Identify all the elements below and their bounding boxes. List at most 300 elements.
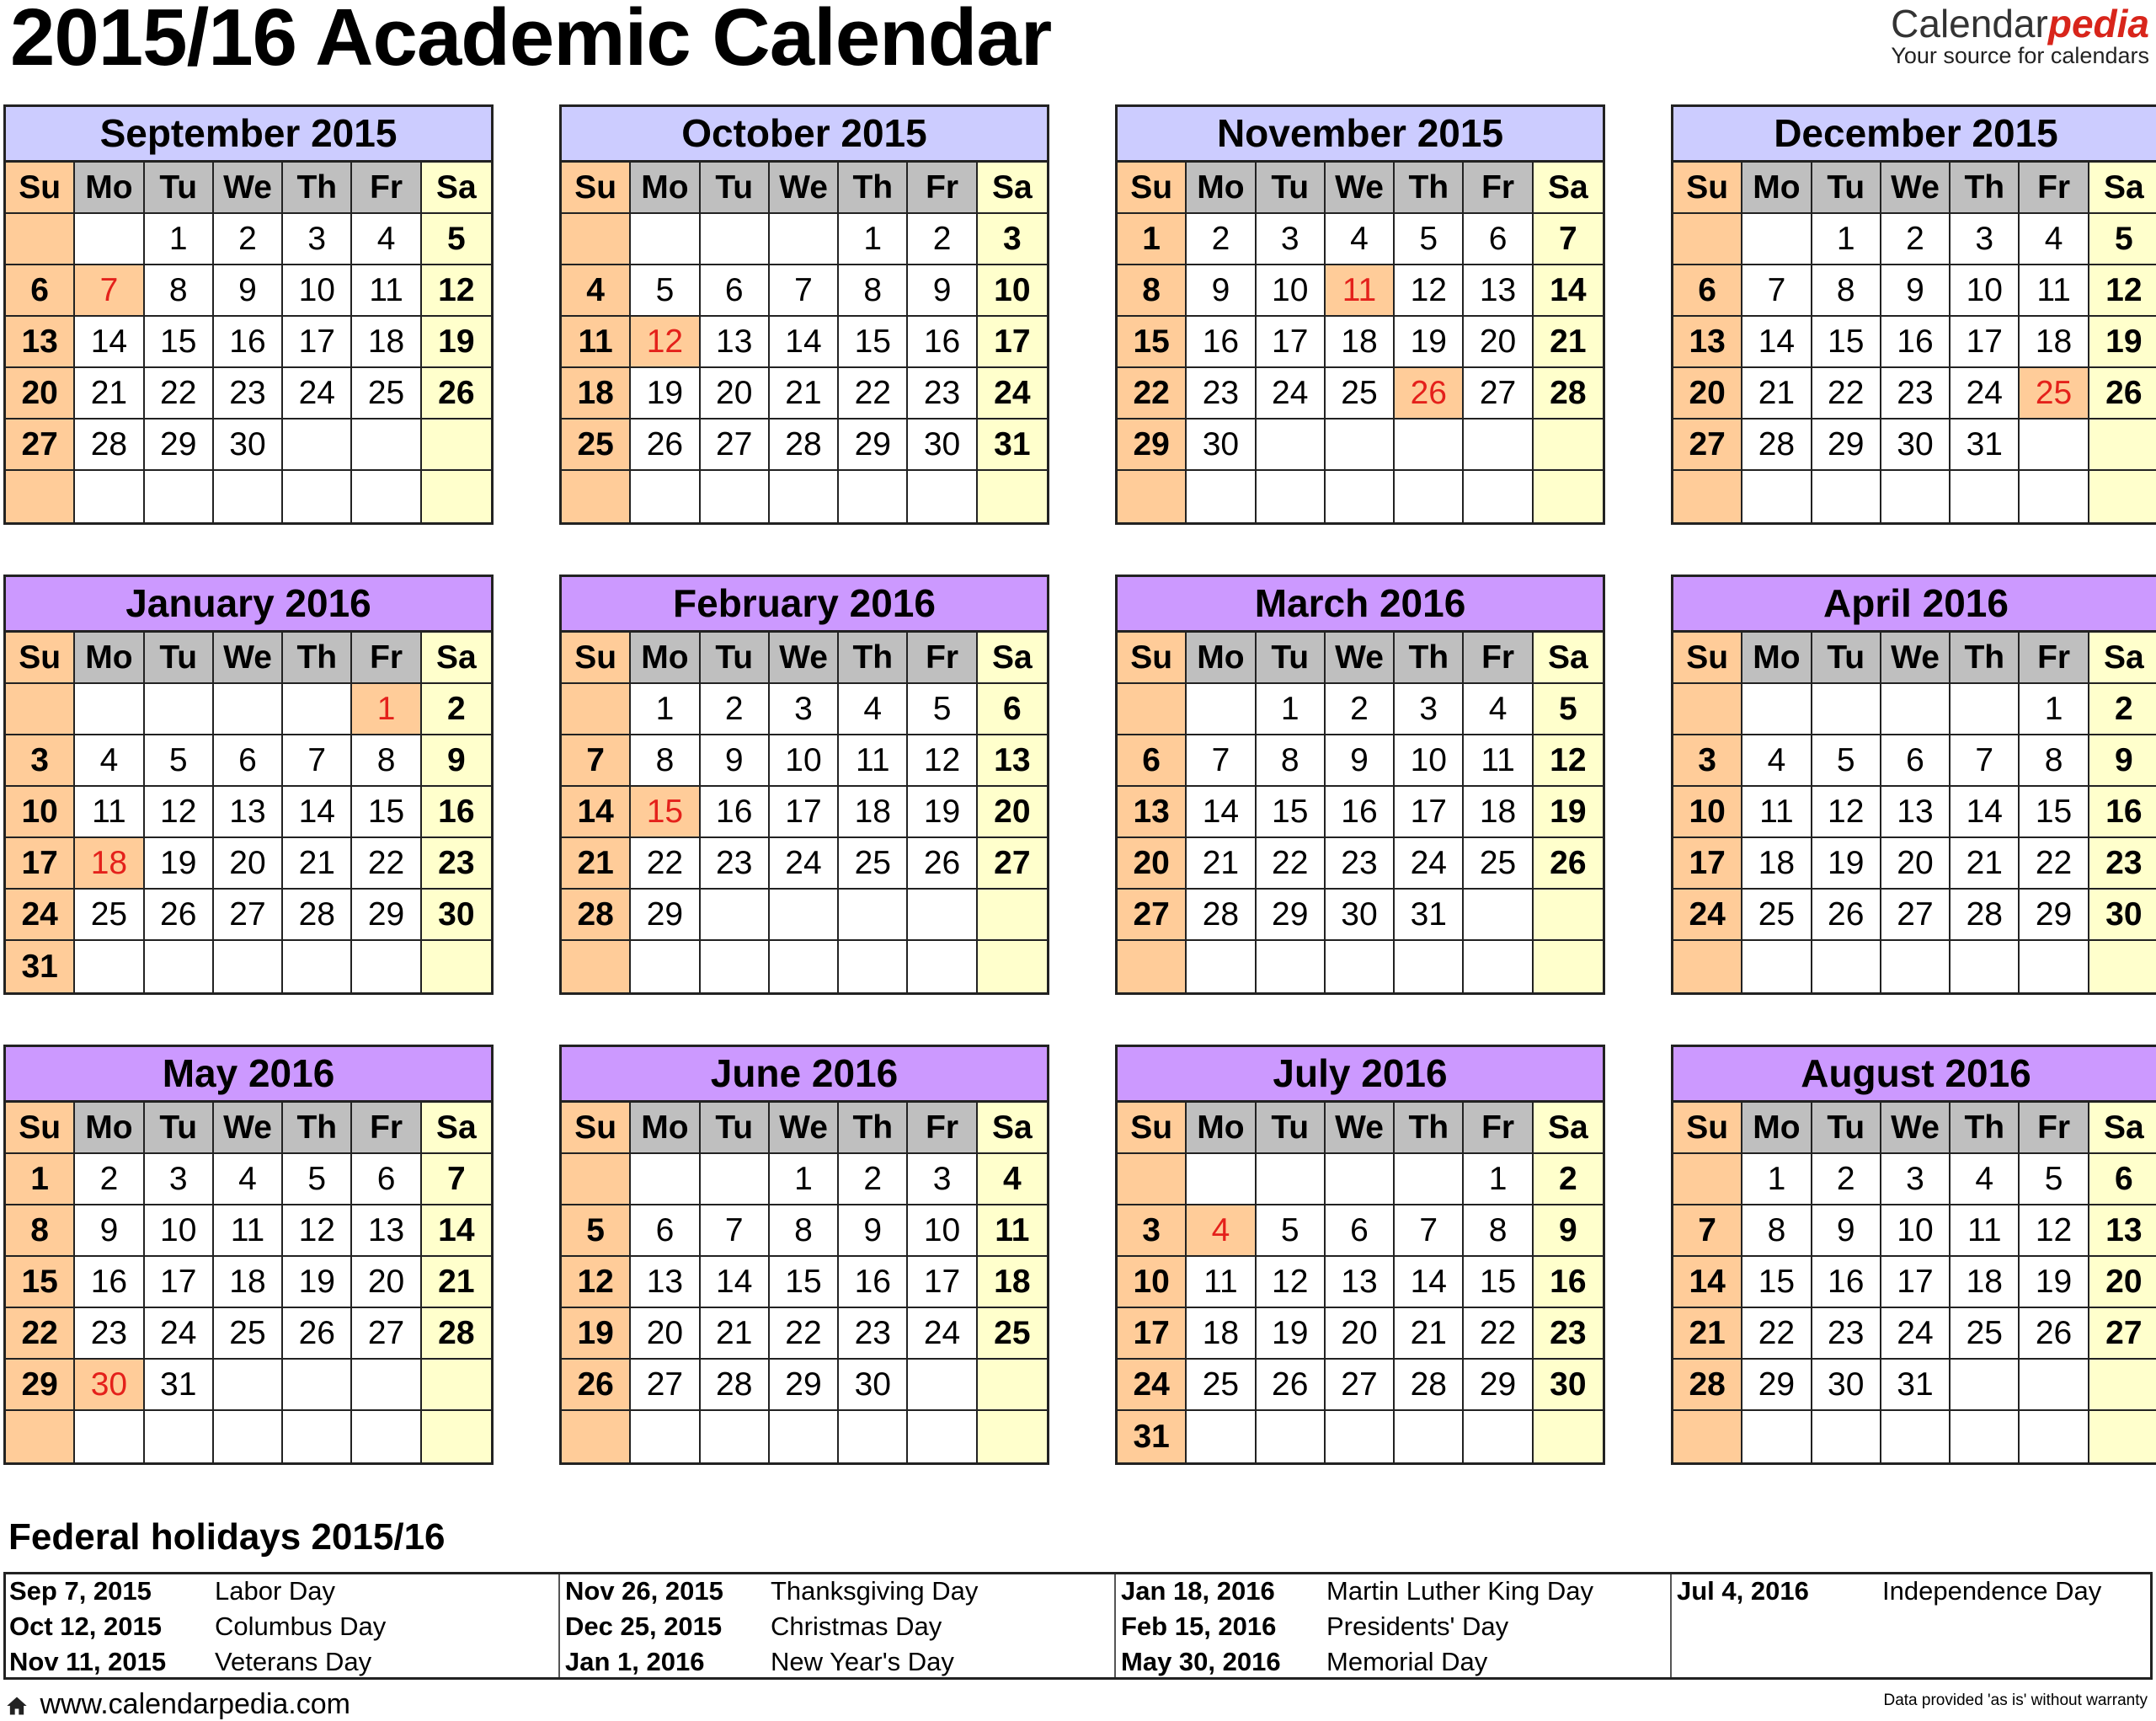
empty-cell (1187, 1154, 1256, 1205)
day-cell: 17 (283, 317, 352, 368)
weekday-header: We (1881, 633, 1951, 684)
month-calendar (559, 1045, 1049, 1465)
day-cell: 10 (283, 265, 352, 317)
day-cell: 3 (1118, 1205, 1187, 1257)
empty-cell (770, 941, 839, 992)
day-cell: 24 (1395, 838, 1464, 890)
weekday-header: Fr (1464, 163, 1533, 214)
day-cell: 19 (631, 368, 700, 420)
empty-cell (283, 1411, 352, 1462)
day-cell: 7 (770, 265, 839, 317)
weekday-header: Mo (75, 163, 144, 214)
day-cell: 18 (352, 317, 421, 368)
weekday-header: Sa (1534, 1103, 1603, 1154)
day-cell: 25 (75, 890, 144, 941)
day-cell: 17 (1951, 317, 2020, 368)
day-cell: 18 (1187, 1308, 1256, 1360)
weekday-header: Fr (908, 163, 977, 214)
day-cell: 10 (1673, 787, 1742, 838)
month-title: August 2016 (1673, 1047, 2156, 1103)
day-cell: 16 (1881, 317, 1951, 368)
day-cell: 8 (1118, 265, 1187, 317)
day-cell: 23 (839, 1308, 908, 1360)
day-cell: 22 (1812, 368, 1881, 420)
empty-cell (1742, 684, 1812, 735)
day-cell: 1 (2020, 684, 2089, 735)
empty-cell (1187, 941, 1256, 992)
day-cell: 24 (770, 838, 839, 890)
empty-cell (1812, 1411, 1881, 1462)
day-cell: 3 (283, 214, 352, 265)
day-cell: 15 (1812, 317, 1881, 368)
day-cell: 13 (1673, 317, 1742, 368)
holiday-name: Labor Day (215, 1576, 336, 1606)
empty-cell (701, 214, 770, 265)
empty-cell (1534, 890, 1603, 941)
empty-cell (422, 471, 491, 522)
day-cell: 18 (75, 838, 144, 890)
day-cell: 13 (978, 735, 1047, 787)
empty-cell (1118, 684, 1187, 735)
month-title: February 2016 (562, 577, 1047, 633)
day-cell: 6 (2089, 1154, 2156, 1205)
empty-cell (2020, 420, 2089, 471)
day-cell: 22 (631, 838, 700, 890)
day-cell: 21 (562, 838, 631, 890)
holiday-date: May 30, 2016 (1121, 1647, 1281, 1676)
weekday-header: Sa (1534, 633, 1603, 684)
weekday-header: Fr (2020, 633, 2089, 684)
day-cell: 29 (631, 890, 700, 941)
day-cell: 2 (2089, 684, 2156, 735)
day-cell: 22 (1118, 368, 1187, 420)
day-cell: 11 (214, 1205, 283, 1257)
weekday-header: Tu (701, 633, 770, 684)
day-cell: 9 (214, 265, 283, 317)
day-cell: 8 (1464, 1205, 1533, 1257)
empty-cell (1464, 420, 1533, 471)
day-cell: 29 (1464, 1360, 1533, 1411)
empty-cell (1118, 471, 1187, 522)
weekday-header: Th (1395, 163, 1464, 214)
day-cell: 13 (1118, 787, 1187, 838)
day-cell: 13 (352, 1205, 421, 1257)
day-cell: 9 (701, 735, 770, 787)
day-cell: 19 (908, 787, 977, 838)
month-title: October 2015 (562, 107, 1047, 163)
day-cell: 9 (422, 735, 491, 787)
day-cell: 20 (1673, 368, 1742, 420)
day-cell: 3 (1673, 735, 1742, 787)
day-cell: 5 (1534, 684, 1603, 735)
day-cell: 11 (1326, 265, 1395, 317)
day-cell: 28 (562, 890, 631, 941)
day-cell: 24 (283, 368, 352, 420)
holiday-date: Sep 7, 2015 (9, 1576, 152, 1606)
empty-cell (422, 1360, 491, 1411)
day-cell: 23 (1812, 1308, 1881, 1360)
month-title: March 2016 (1118, 577, 1603, 633)
day-cell: 31 (1395, 890, 1464, 941)
empty-cell (839, 1411, 908, 1462)
empty-cell (2020, 941, 2089, 992)
day-cell: 31 (1881, 1360, 1951, 1411)
empty-cell (1187, 471, 1256, 522)
day-cell: 7 (562, 735, 631, 787)
brand-logo[interactable] (1891, 2, 2149, 69)
footer-link[interactable] (5, 1688, 350, 1721)
day-cell: 21 (701, 1308, 770, 1360)
weekday-header: Fr (908, 633, 977, 684)
day-cell: 2 (1187, 214, 1256, 265)
day-cell: 5 (145, 735, 214, 787)
day-cell: 11 (1951, 1205, 2020, 1257)
day-cell: 6 (1326, 1205, 1395, 1257)
day-cell: 27 (1118, 890, 1187, 941)
day-cell: 4 (214, 1154, 283, 1205)
day-cell: 27 (978, 838, 1047, 890)
empty-cell (283, 1360, 352, 1411)
empty-cell (701, 941, 770, 992)
day-cell: 2 (214, 214, 283, 265)
weekday-header: Fr (908, 1103, 977, 1154)
empty-cell (1951, 941, 2020, 992)
day-cell: 1 (1812, 214, 1881, 265)
day-cell: 19 (145, 838, 214, 890)
day-cell: 10 (145, 1205, 214, 1257)
day-cell: 26 (631, 420, 700, 471)
day-cell: 13 (1464, 265, 1533, 317)
weekday-header: Fr (352, 633, 421, 684)
day-cell: 27 (1326, 1360, 1395, 1411)
weekday-header: Mo (631, 163, 700, 214)
month-title: November 2015 (1118, 107, 1603, 163)
day-cell: 19 (1534, 787, 1603, 838)
empty-cell (1742, 1411, 1812, 1462)
empty-cell (283, 684, 352, 735)
empty-cell (908, 471, 977, 522)
empty-cell (1742, 471, 1812, 522)
day-cell: 25 (1326, 368, 1395, 420)
month-calendar (559, 104, 1049, 525)
day-cell: 7 (1673, 1205, 1742, 1257)
day-cell: 5 (1257, 1205, 1326, 1257)
day-cell: 18 (1742, 838, 1812, 890)
day-cell: 20 (1118, 838, 1187, 890)
day-cell: 25 (1464, 838, 1533, 890)
day-cell: 19 (1257, 1308, 1326, 1360)
empty-cell (1951, 471, 2020, 522)
day-cell: 7 (1395, 1205, 1464, 1257)
day-cell: 20 (978, 787, 1047, 838)
empty-cell (978, 1360, 1047, 1411)
holiday-row (1118, 1576, 1670, 1611)
weekday-header: Sa (1534, 163, 1603, 214)
day-cell: 16 (839, 1257, 908, 1308)
day-cell: 6 (1881, 735, 1951, 787)
weekday-header: Su (562, 1103, 631, 1154)
day-cell: 6 (352, 1154, 421, 1205)
empty-cell (75, 684, 144, 735)
day-cell: 23 (1881, 368, 1951, 420)
day-cell: 21 (283, 838, 352, 890)
day-cell: 30 (1534, 1360, 1603, 1411)
day-cell: 14 (562, 787, 631, 838)
weekday-header: Fr (1464, 633, 1533, 684)
weekday-header: Tu (145, 163, 214, 214)
weekday-header: Sa (978, 633, 1047, 684)
day-cell: 9 (908, 265, 977, 317)
day-cell: 22 (1257, 838, 1326, 890)
day-cell: 18 (214, 1257, 283, 1308)
day-cell: 7 (701, 1205, 770, 1257)
holiday-date: Nov 26, 2015 (565, 1576, 723, 1606)
day-cell: 28 (75, 420, 144, 471)
empty-cell (1673, 684, 1742, 735)
weekday-header: We (214, 163, 283, 214)
day-cell: 18 (2020, 317, 2089, 368)
day-cell: 30 (839, 1360, 908, 1411)
empty-cell (1395, 1154, 1464, 1205)
day-cell: 19 (1395, 317, 1464, 368)
day-cell: 14 (1951, 787, 2020, 838)
empty-cell (1812, 471, 1881, 522)
empty-cell (75, 471, 144, 522)
weekday-header: Sa (978, 1103, 1047, 1154)
day-cell: 29 (1742, 1360, 1812, 1411)
day-cell: 25 (352, 368, 421, 420)
weekday-header: Tu (1257, 1103, 1326, 1154)
weekday-header: Fr (352, 1103, 421, 1154)
day-cell: 28 (1673, 1360, 1742, 1411)
day-cell: 14 (283, 787, 352, 838)
empty-cell (1395, 420, 1464, 471)
empty-cell (1326, 941, 1395, 992)
empty-cell (1534, 1411, 1603, 1462)
day-cell: 1 (6, 1154, 75, 1205)
empty-cell (908, 1411, 977, 1462)
weekday-header: Mo (631, 633, 700, 684)
empty-cell (422, 420, 491, 471)
empty-cell (1881, 941, 1951, 992)
holiday-row (6, 1611, 558, 1647)
day-cell: 30 (1812, 1360, 1881, 1411)
weekday-header: We (1881, 163, 1951, 214)
day-cell: 21 (1187, 838, 1256, 890)
day-cell: 25 (214, 1308, 283, 1360)
empty-cell (1257, 471, 1326, 522)
day-cell: 9 (1881, 265, 1951, 317)
empty-cell (1951, 684, 2020, 735)
day-cell: 23 (422, 838, 491, 890)
weekday-header: Th (839, 1103, 908, 1154)
empty-cell (6, 471, 75, 522)
day-cell: 8 (839, 265, 908, 317)
day-cell: 11 (1742, 787, 1812, 838)
day-cell: 28 (283, 890, 352, 941)
day-cell: 26 (145, 890, 214, 941)
empty-cell (631, 1411, 700, 1462)
weekday-header: Su (1118, 163, 1187, 214)
day-cell: 4 (1187, 1205, 1256, 1257)
day-cell: 26 (562, 1360, 631, 1411)
day-cell: 14 (1534, 265, 1603, 317)
day-cell: 8 (1742, 1205, 1812, 1257)
day-cell: 12 (908, 735, 977, 787)
day-cell: 6 (978, 684, 1047, 735)
day-cell: 16 (1534, 1257, 1603, 1308)
day-cell: 26 (2089, 368, 2156, 420)
day-cell: 21 (422, 1257, 491, 1308)
holiday-column (1118, 1574, 1672, 1677)
empty-cell (352, 1411, 421, 1462)
weekday-header: Mo (1187, 163, 1256, 214)
day-cell: 12 (422, 265, 491, 317)
empty-cell (2020, 1411, 2089, 1462)
empty-cell (6, 1411, 75, 1462)
empty-cell (1118, 941, 1187, 992)
empty-cell (1881, 1411, 1951, 1462)
day-cell: 13 (6, 317, 75, 368)
day-cell: 16 (1326, 787, 1395, 838)
empty-cell (1742, 941, 1812, 992)
holiday-date: Jan 1, 2016 (565, 1647, 705, 1676)
day-cell: 5 (422, 214, 491, 265)
day-cell: 23 (214, 368, 283, 420)
weekday-header: Tu (1257, 633, 1326, 684)
day-cell: 1 (1118, 214, 1187, 265)
day-cell: 17 (145, 1257, 214, 1308)
weekday-header: We (214, 1103, 283, 1154)
empty-cell (1257, 420, 1326, 471)
month-title: May 2016 (6, 1047, 491, 1103)
empty-cell (908, 890, 977, 941)
empty-cell (214, 684, 283, 735)
empty-cell (562, 941, 631, 992)
day-cell: 15 (1118, 317, 1187, 368)
empty-cell (1187, 684, 1256, 735)
day-cell: 18 (839, 787, 908, 838)
day-cell: 4 (1742, 735, 1812, 787)
day-cell: 7 (1742, 265, 1812, 317)
weekday-header: Mo (75, 1103, 144, 1154)
empty-cell (839, 890, 908, 941)
month-calendar (3, 1045, 494, 1465)
day-cell: 3 (770, 684, 839, 735)
empty-cell (631, 214, 700, 265)
day-cell: 21 (1673, 1308, 1742, 1360)
empty-cell (1464, 471, 1533, 522)
weekday-header: Mo (1187, 633, 1256, 684)
day-cell: 26 (1395, 368, 1464, 420)
day-cell: 10 (1881, 1205, 1951, 1257)
day-cell: 15 (6, 1257, 75, 1308)
day-cell: 8 (145, 265, 214, 317)
empty-cell (978, 941, 1047, 992)
day-cell: 29 (770, 1360, 839, 1411)
month-calendar (1671, 104, 2156, 525)
day-cell: 1 (145, 214, 214, 265)
day-cell: 14 (1742, 317, 1812, 368)
day-cell: 3 (1395, 684, 1464, 735)
page-title: 2015/16 Academic Calendar (10, 0, 1052, 83)
day-cell: 13 (214, 787, 283, 838)
day-cell: 14 (1673, 1257, 1742, 1308)
weekday-header: We (770, 633, 839, 684)
day-cell: 7 (422, 1154, 491, 1205)
day-cell: 16 (2089, 787, 2156, 838)
month-calendar (1115, 575, 1605, 995)
day-cell: 23 (1534, 1308, 1603, 1360)
day-cell: 24 (908, 1308, 977, 1360)
day-cell: 17 (1673, 838, 1742, 890)
day-cell: 27 (2089, 1308, 2156, 1360)
empty-cell (1812, 684, 1881, 735)
day-cell: 11 (2020, 265, 2089, 317)
day-cell: 26 (1812, 890, 1881, 941)
weekday-header: Fr (1464, 1103, 1533, 1154)
weekday-header: Th (1951, 1103, 2020, 1154)
day-cell: 12 (283, 1205, 352, 1257)
day-cell: 13 (631, 1257, 700, 1308)
day-cell: 2 (908, 214, 977, 265)
day-cell: 1 (352, 684, 421, 735)
day-cell: 19 (2089, 317, 2156, 368)
disclaimer: Data provided 'as is' without warranty (1883, 1692, 2148, 1709)
day-cell: 29 (352, 890, 421, 941)
day-cell: 24 (6, 890, 75, 941)
day-cell: 21 (75, 368, 144, 420)
holiday-row (1118, 1611, 1670, 1647)
day-cell: 23 (701, 838, 770, 890)
weekday-header: Th (1395, 1103, 1464, 1154)
day-cell: 1 (839, 214, 908, 265)
empty-cell (770, 1411, 839, 1462)
day-cell: 24 (145, 1308, 214, 1360)
day-cell: 15 (352, 787, 421, 838)
weekday-header: Sa (978, 163, 1047, 214)
empty-cell (283, 941, 352, 992)
empty-cell (631, 1154, 700, 1205)
home-icon (5, 1694, 29, 1718)
day-cell: 16 (1187, 317, 1256, 368)
empty-cell (1673, 1154, 1742, 1205)
day-cell: 27 (6, 420, 75, 471)
holiday-name: Martin Luther King Day (1326, 1576, 1594, 1606)
day-cell: 1 (1742, 1154, 1812, 1205)
day-cell: 29 (1257, 890, 1326, 941)
empty-cell (631, 471, 700, 522)
weekday-header: Mo (1742, 1103, 1812, 1154)
day-cell: 25 (2020, 368, 2089, 420)
weekday-header: Th (283, 163, 352, 214)
empty-cell (1534, 420, 1603, 471)
day-cell: 20 (6, 368, 75, 420)
day-cell: 5 (1812, 735, 1881, 787)
weekday-header: Tu (701, 1103, 770, 1154)
empty-cell (1395, 1411, 1464, 1462)
day-cell: 20 (701, 368, 770, 420)
day-cell: 6 (1118, 735, 1187, 787)
day-cell: 3 (978, 214, 1047, 265)
holiday-date: Jan 18, 2016 (1121, 1576, 1275, 1606)
day-cell: 30 (908, 420, 977, 471)
weekday-header: We (1326, 163, 1395, 214)
weekday-header: Su (1673, 1103, 1742, 1154)
day-cell: 3 (908, 1154, 977, 1205)
day-cell: 28 (770, 420, 839, 471)
day-cell: 21 (1534, 317, 1603, 368)
